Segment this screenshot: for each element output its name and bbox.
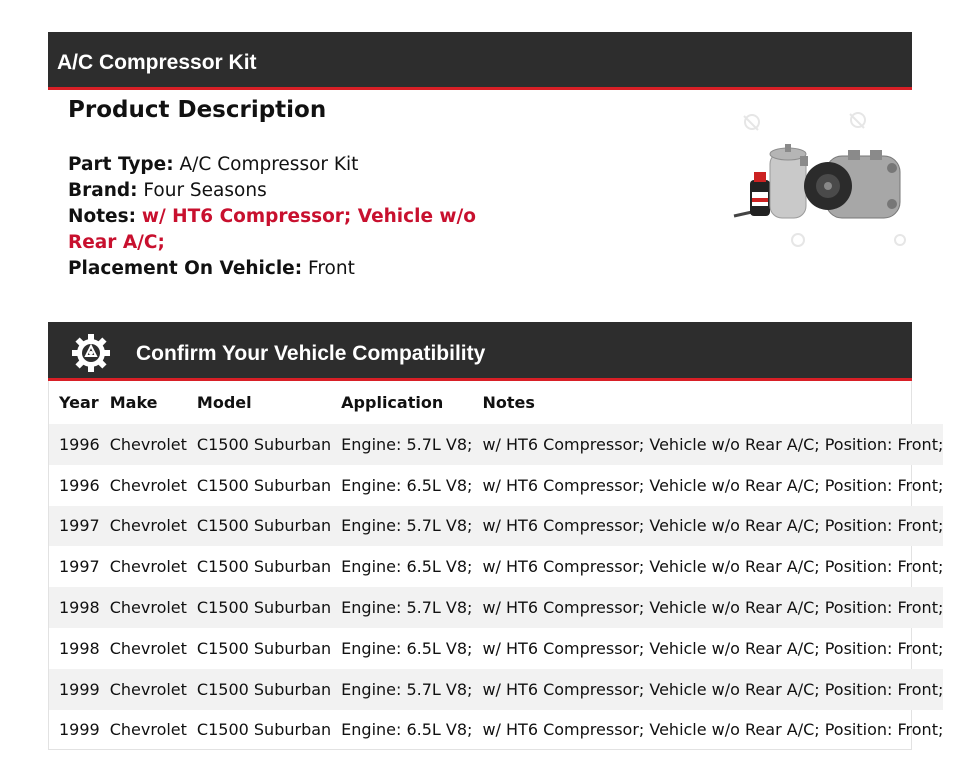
cell-notes: w/ HT6 Compressor; Vehicle w/o Rear A/C; Position: Front;	[482, 720, 944, 740]
cell-model: C1500 Suburban	[196, 638, 332, 658]
table-row	[49, 546, 943, 587]
table-row	[49, 669, 943, 710]
compatibility-banner	[48, 322, 912, 381]
cell-application: Engine: 6.5L V8;	[341, 557, 473, 577]
part-type-label: Part Type:	[68, 154, 174, 175]
cell-make: Chevrolet	[109, 557, 187, 577]
brand-label: Brand:	[68, 180, 138, 201]
cell-make: Chevrolet	[109, 638, 187, 658]
cell-notes: w/ HT6 Compressor; Vehicle w/o Rear A/C; Position: Front;	[472, 669, 943, 710]
column-header-year: Year	[59, 393, 99, 412]
table-row	[49, 424, 943, 465]
compatibility-title: Confirm Your Vehicle Compatibility	[136, 342, 486, 365]
cell-year: 1998	[49, 587, 100, 628]
notes-value: w/ HT6 Compressor; Vehicle w/o Rear A/C;	[68, 206, 476, 253]
cell-notes: w/ HT6 Compressor; Vehicle w/o Rear A/C; Position: Front;	[482, 475, 944, 495]
cell-model: C1500 Suburban	[196, 475, 332, 495]
compatibility-table	[48, 381, 944, 750]
cell-application: Engine: 6.5L V8;	[341, 475, 473, 495]
column-header-make: Make	[109, 393, 158, 412]
cell-model: C1500 Suburban	[187, 424, 331, 465]
table-row	[49, 628, 943, 669]
column-header-application: Application	[341, 393, 444, 412]
gear-icon	[71, 333, 111, 373]
notes-line	[68, 204, 488, 256]
cell-make: Chevrolet	[100, 669, 187, 710]
table-row	[49, 587, 943, 628]
cell-year: 1999	[49, 669, 100, 710]
placement-line	[68, 256, 488, 282]
product-description	[68, 152, 488, 282]
brand-value: Four Seasons	[143, 180, 267, 201]
cell-make: Chevrolet	[109, 720, 187, 740]
placement-label: Placement On Vehicle:	[68, 258, 303, 279]
cell-model: C1500 Suburban	[187, 506, 331, 547]
cell-make: Chevrolet	[109, 475, 187, 495]
product-image	[730, 100, 910, 260]
table-header-row	[49, 381, 943, 424]
cell-application: Engine: 5.7L V8;	[331, 669, 472, 710]
placement-value: Front	[308, 258, 355, 279]
product-title: A/C Compressor Kit	[57, 51, 257, 74]
cell-model: C1500 Suburban	[187, 587, 331, 628]
cell-model: C1500 Suburban	[196, 720, 332, 740]
cell-notes: w/ HT6 Compressor; Vehicle w/o Rear A/C; Position: Front;	[482, 638, 944, 658]
notes-label: Notes:	[68, 206, 136, 227]
cell-application: Engine: 6.5L V8;	[341, 638, 473, 658]
cell-application: Engine: 5.7L V8;	[331, 506, 472, 547]
cell-model: C1500 Suburban	[187, 669, 331, 710]
table-row	[49, 506, 943, 547]
cell-year: 1998	[59, 638, 100, 658]
cell-notes: w/ HT6 Compressor; Vehicle w/o Rear A/C; Position: Front;	[482, 557, 944, 577]
cell-notes: w/ HT6 Compressor; Vehicle w/o Rear A/C; Position: Front;	[472, 424, 943, 465]
cell-notes: w/ HT6 Compressor; Vehicle w/o Rear A/C; Position: Front;	[472, 506, 943, 547]
cell-year: 1996	[49, 424, 100, 465]
cell-year: 1997	[49, 506, 100, 547]
cell-make: Chevrolet	[100, 506, 187, 547]
table-row	[49, 710, 943, 751]
part-type-line	[68, 152, 488, 178]
cell-make: Chevrolet	[100, 587, 187, 628]
cell-application: Engine: 5.7L V8;	[331, 424, 472, 465]
cell-make: Chevrolet	[100, 424, 187, 465]
cell-year: 1996	[59, 475, 100, 495]
product-title-banner	[48, 32, 912, 90]
part-type-value: A/C Compressor Kit	[179, 154, 359, 175]
brand-line	[68, 178, 488, 204]
cell-notes: w/ HT6 Compressor; Vehicle w/o Rear A/C; Position: Front;	[472, 587, 943, 628]
cell-model: C1500 Suburban	[196, 557, 332, 577]
cell-year: 1997	[59, 557, 100, 577]
description-heading: Product Description	[68, 97, 327, 123]
column-header-notes: Notes	[482, 393, 535, 412]
cell-application: Engine: 5.7L V8;	[331, 587, 472, 628]
cell-application: Engine: 6.5L V8;	[341, 720, 473, 740]
column-header-model: Model	[196, 393, 252, 412]
table-row	[49, 465, 943, 506]
cell-year: 1999	[59, 720, 100, 740]
